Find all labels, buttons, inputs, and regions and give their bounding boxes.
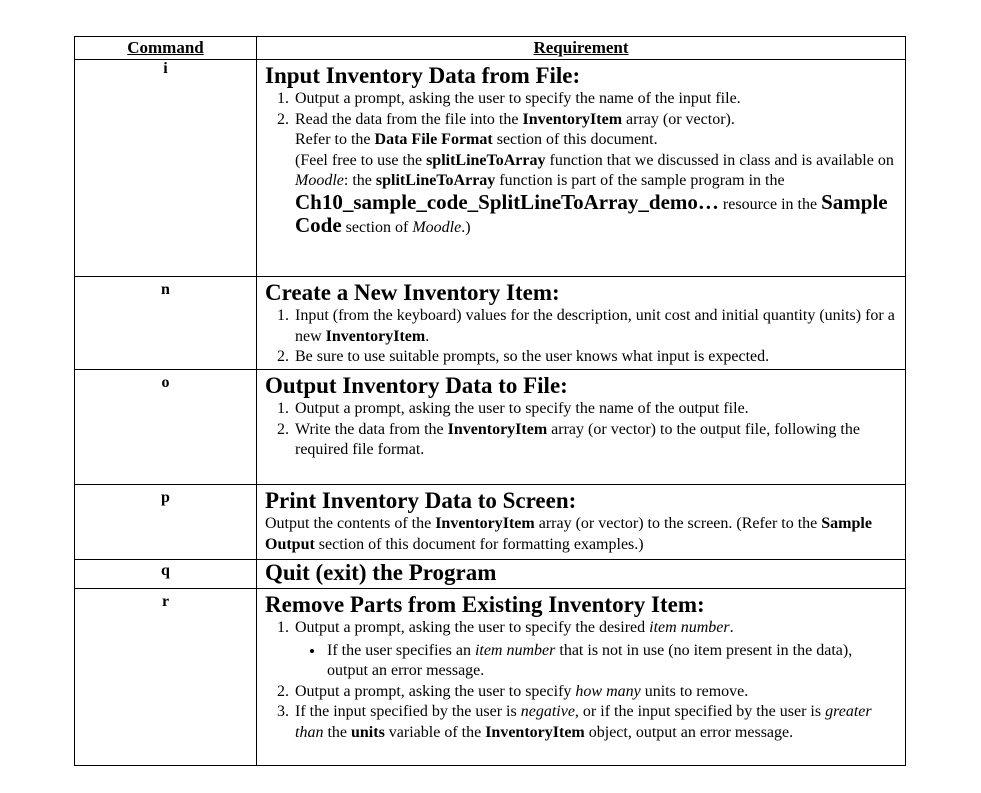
step-list (265, 618, 897, 743)
table-row (75, 589, 906, 766)
table-row (75, 60, 906, 277)
list-item: 3. If the input specified by the user is negative, or if the input specified by the user is greater than the units variable of the InventoryItem object, output an error message. (293, 702, 897, 743)
section-title: Quit (exit) the Program (265, 560, 497, 585)
command-cell: o (75, 370, 257, 485)
list-item: 2. Read the data from the file into the InventoryItem array (or vector). Refer to the Data File Format section of this document. (Feel free to use the splitLineToArray function that we discussed in class and is available on Moodle: the splitLineToArray function is part of the sample program in the Ch10_sample_code_SplitLineToArray_demo… resource in the Sample Code section of Moodle.) (293, 110, 897, 239)
list-item: 2. Write the data from the InventoryItem array (or vector) to the output file, following the required file format. (293, 420, 897, 461)
command-cell: r (75, 589, 257, 766)
command-cell: p (75, 485, 257, 560)
section-title: Remove Parts from Existing Inventory Item: (265, 592, 705, 617)
command-cell: i (75, 60, 257, 277)
section-title: Print Inventory Data to Screen: (265, 488, 577, 513)
table-row (75, 370, 906, 485)
list-item: 1. Output a prompt, asking the user to specify the name of the input file. (293, 89, 897, 110)
list-item: 1. Output a prompt, asking the user to specify the desired item number. • If the user specifies an item number that is not in use (no item present in the data), output an error message. (293, 618, 897, 682)
requirement-cell (257, 60, 906, 277)
list-item: 1. Input (from the keyboard) values for the description, unit cost and initial quantity (units) for a new InventoryItem. (293, 306, 897, 347)
table-row (75, 485, 906, 560)
description-text: Output the contents of the InventoryItem array (or vector) to the screen. (Refer to the Sample Output section of this document for formatting examples.) (265, 515, 872, 553)
step-list (265, 306, 897, 368)
list-item: 2. Output a prompt, asking the user to specify how many units to remove. (293, 682, 897, 703)
requirement-cell (257, 277, 906, 370)
list-item: • If the user specifies an item number that is not in use (no item present in the data), output an error message. (325, 641, 897, 682)
section-title: Input Inventory Data from File: (265, 63, 581, 88)
table-row (75, 560, 906, 589)
requirement-cell (257, 370, 906, 485)
command-cell: q (75, 560, 257, 589)
section-title: Create a New Inventory Item: (265, 280, 560, 305)
bullet-list (295, 641, 897, 682)
requirement-header: Requirement (257, 37, 906, 60)
requirements-table (74, 36, 906, 766)
requirement-cell (257, 589, 906, 766)
header-row (75, 37, 906, 60)
table-row (75, 277, 906, 370)
list-item: 1. Output a prompt, asking the user to specify the name of the output file. (293, 399, 897, 420)
step-list (265, 89, 897, 239)
requirement-cell (257, 485, 906, 560)
requirement-cell (257, 560, 906, 589)
command-cell: n (75, 277, 257, 370)
section-title: Output Inventory Data to File: (265, 373, 568, 398)
list-item: 2. Be sure to use suitable prompts, so the user knows what input is expected. (293, 347, 897, 368)
step-list (265, 399, 897, 461)
command-header: Command (75, 37, 257, 60)
